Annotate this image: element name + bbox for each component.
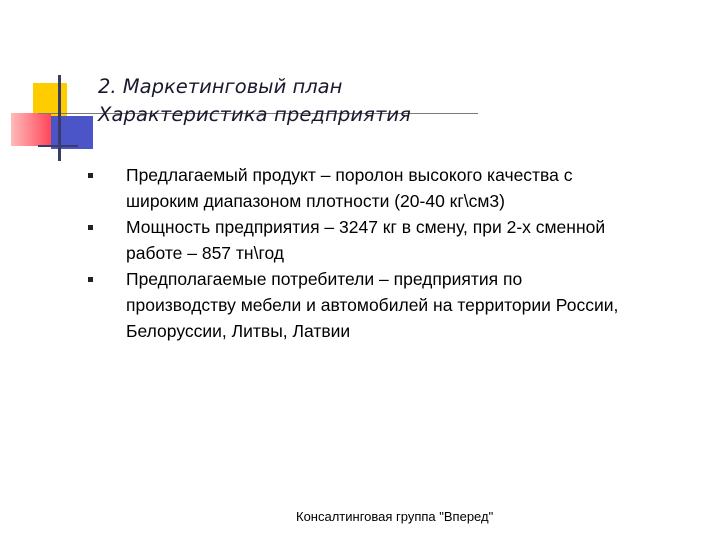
bullet-item-product xyxy=(80,162,700,214)
decorative-red-square xyxy=(11,113,51,146)
bullet-list xyxy=(80,162,700,344)
slide-title-line-1: 2. Маркетинговый план xyxy=(98,75,343,98)
decorative-yellow-square xyxy=(33,83,67,117)
bullet-square-icon xyxy=(88,277,93,282)
bullet-text-line: производству мебели и автомобилей на территории России, xyxy=(126,295,619,315)
bullet-square-icon xyxy=(88,225,93,230)
bullet-text-line: Предполагаемые потребители – предприятия по xyxy=(126,269,523,289)
footer-company-name: Консалтинговая группа "Вперед" xyxy=(296,509,494,524)
bullet-text-line: Белоруссии, Литвы, Латвии xyxy=(126,321,351,341)
bullet-text-line: широким диапазоном плотности (20-40 кг\см3) xyxy=(126,191,505,211)
decorative-vertical-line xyxy=(58,75,61,161)
bullet-text-line: работе – 857 тн\год xyxy=(126,243,285,263)
bullet-text-line: Мощность предприятия – 3247 кг в смену, при 2-х сменной xyxy=(126,217,606,237)
bullet-item-consumers xyxy=(80,266,700,344)
slide-title xyxy=(98,73,411,129)
bullet-item-capacity xyxy=(80,214,700,266)
bullet-text-line: Предлагаемый продукт – поролон высокого качества с xyxy=(126,165,573,185)
bullet-square-icon xyxy=(88,173,93,178)
slide-title-line-2: Характеристика предприятия xyxy=(98,103,412,126)
